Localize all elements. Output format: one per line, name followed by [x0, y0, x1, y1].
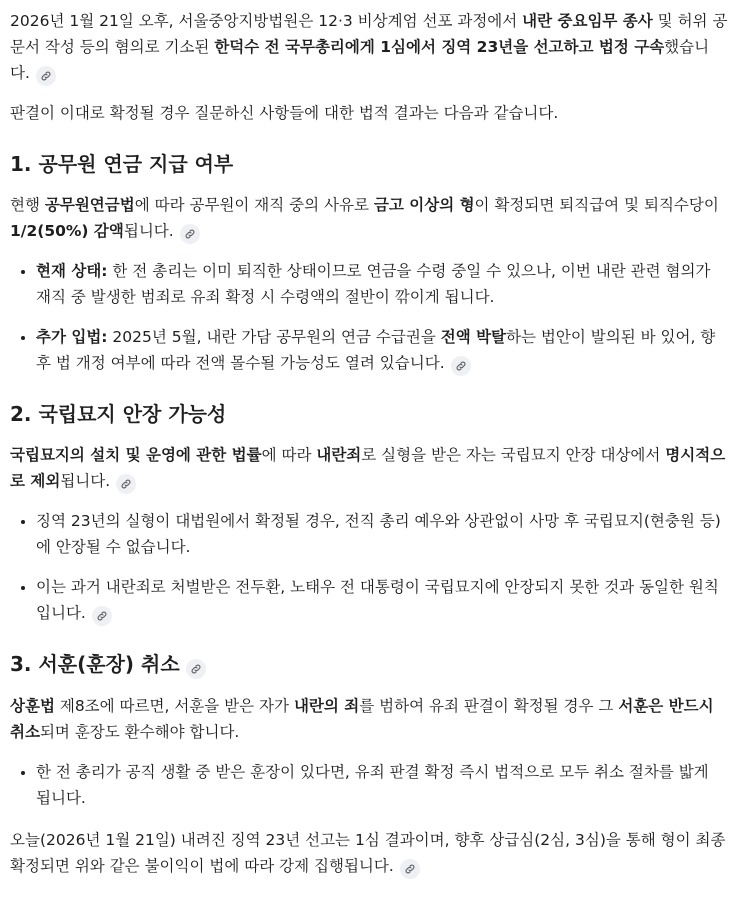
bold-law: 국립묘지의 설치 및 운영에 관한 법률 — [10, 446, 262, 464]
intro-text: 및 허위 공문서 작성 등의 혐의로 기소된 — [10, 12, 728, 56]
bold-term: 내란죄 — [316, 446, 362, 464]
bold-term: 금고 이상의 형 — [373, 196, 475, 214]
intro-bold-sentence: 한덕수 전 국무총리에게 1심에서 징역 23년을 선고하고 법정 구속 — [214, 38, 665, 56]
bold-term: 서훈은 반드시 취소 — [10, 697, 714, 741]
list-item — [36, 258, 728, 310]
text: 이는 과거 내란죄로 처벌받은 전두환, 노태우 전 대통령이 국립묘지에 안장되지 못한 것과 동일한 원칙입니다. — [36, 578, 719, 622]
text: 한 전 총리는 이미 퇴직한 상태이므로 연금을 수령 중일 수 있으나, 이번 내란 관련 혐의가 재직 중 발생한 범죄로 유죄 확정 시 수령액의 절반이 깎이게 됩니다. — [36, 262, 711, 306]
bold-label: 추가 입법: — [36, 328, 108, 346]
text: 됩니다. — [123, 222, 174, 240]
intro-text: 2026년 1월 21일 오후, 서울중앙지방법원은 12·3 비상계엄 선포 과정에서 — [10, 12, 523, 30]
text: 2025년 5월, 내란 가담 공무원의 연금 수급권을 — [107, 328, 441, 346]
source-link-icon[interactable] — [92, 606, 112, 626]
source-link-icon[interactable] — [180, 224, 200, 244]
text: 하는 법안이 발의된 바 있어, 향후 법 개정 여부에 따라 전액 몰수될 가능성도 열려 있습니다. — [36, 328, 716, 372]
list-item — [36, 324, 728, 376]
text: 이 확정되면 퇴직급여 및 퇴직수당이 — [474, 196, 719, 214]
section-heading-cemetery: 2. 국립묘지 안장 가능성 — [10, 402, 227, 426]
text: 에 따라 공무원이 재직 중의 사유로 — [134, 196, 374, 214]
list-item — [36, 574, 728, 626]
text: 를 범하여 유죄 판결이 확정될 경우 그 — [359, 697, 619, 715]
section-heading-decoration — [10, 650, 728, 679]
text: 제8조에 따르면, 서훈을 받은 자가 — [54, 697, 294, 715]
section-heading-pension: 1. 공무원 연금 지급 여부 — [10, 152, 234, 176]
bold-term: 명시적으로 제외 — [10, 446, 726, 490]
decoration-paragraph — [10, 693, 728, 745]
intro-bold-charge: 내란 중요임무 종사 — [522, 12, 653, 30]
cemetery-bullets — [10, 508, 728, 626]
bold-term: 1/2(50%) 감액 — [10, 222, 124, 240]
source-link-icon[interactable] — [186, 659, 206, 679]
summary-paragraph: 판결이 이대로 확정될 경우 질문하신 사항들에 대한 법적 결과는 다음과 같습니다. — [10, 104, 559, 122]
text: 되며 훈장도 환수해야 합니다. — [39, 723, 240, 741]
bold-label: 현재 상태: — [36, 262, 108, 280]
cemetery-paragraph — [10, 442, 728, 494]
bold-term: 내란의 죄 — [293, 697, 360, 715]
text: 현행 — [10, 196, 45, 214]
text: 오늘(2026년 1월 21일) 내려진 징역 23년 선고는 1심 결과이며, 향후 상급심(2심, 3심)을 통해 형이 최종 확정되면 위와 같은 불이익이 법에 따라 강제 집행됩니다. — [10, 831, 726, 875]
list-item: • 징역 23년의 실형이 대법원에서 확정될 경우, 전직 총리 예우와 상관없이 사망 후 국립묘지(현충원 등)에 안장될 수 없습니다. — [36, 508, 728, 560]
bold-term: 전액 박탈 — [440, 328, 507, 346]
source-link-icon[interactable] — [400, 859, 420, 879]
heading-text: 3. 서훈(훈장) 취소 — [10, 652, 180, 676]
decoration-bullets — [10, 759, 728, 811]
intro-text: 했습니다. — [10, 38, 710, 82]
bold-law: 공무원연금법 — [44, 196, 135, 214]
bold-law: 상훈법 — [10, 697, 55, 715]
text: 됩니다. — [60, 472, 111, 490]
source-link-icon[interactable] — [451, 356, 471, 376]
text: 에 따라 — [261, 446, 317, 464]
source-link-icon[interactable] — [36, 66, 56, 86]
closing-paragraph — [10, 827, 728, 879]
text: 로 실형을 받은 자는 국립묘지 안장 대상에서 — [361, 446, 666, 464]
source-link-icon[interactable] — [116, 474, 136, 494]
intro-paragraph — [10, 8, 728, 86]
pension-bullets — [10, 258, 728, 376]
list-item: • 한 전 총리가 공직 생활 중 받은 훈장이 있다면, 유죄 판결 확정 즉시 법적으로 모두 취소 절차를 밟게 됩니다. — [36, 759, 728, 811]
pension-paragraph — [10, 192, 728, 244]
